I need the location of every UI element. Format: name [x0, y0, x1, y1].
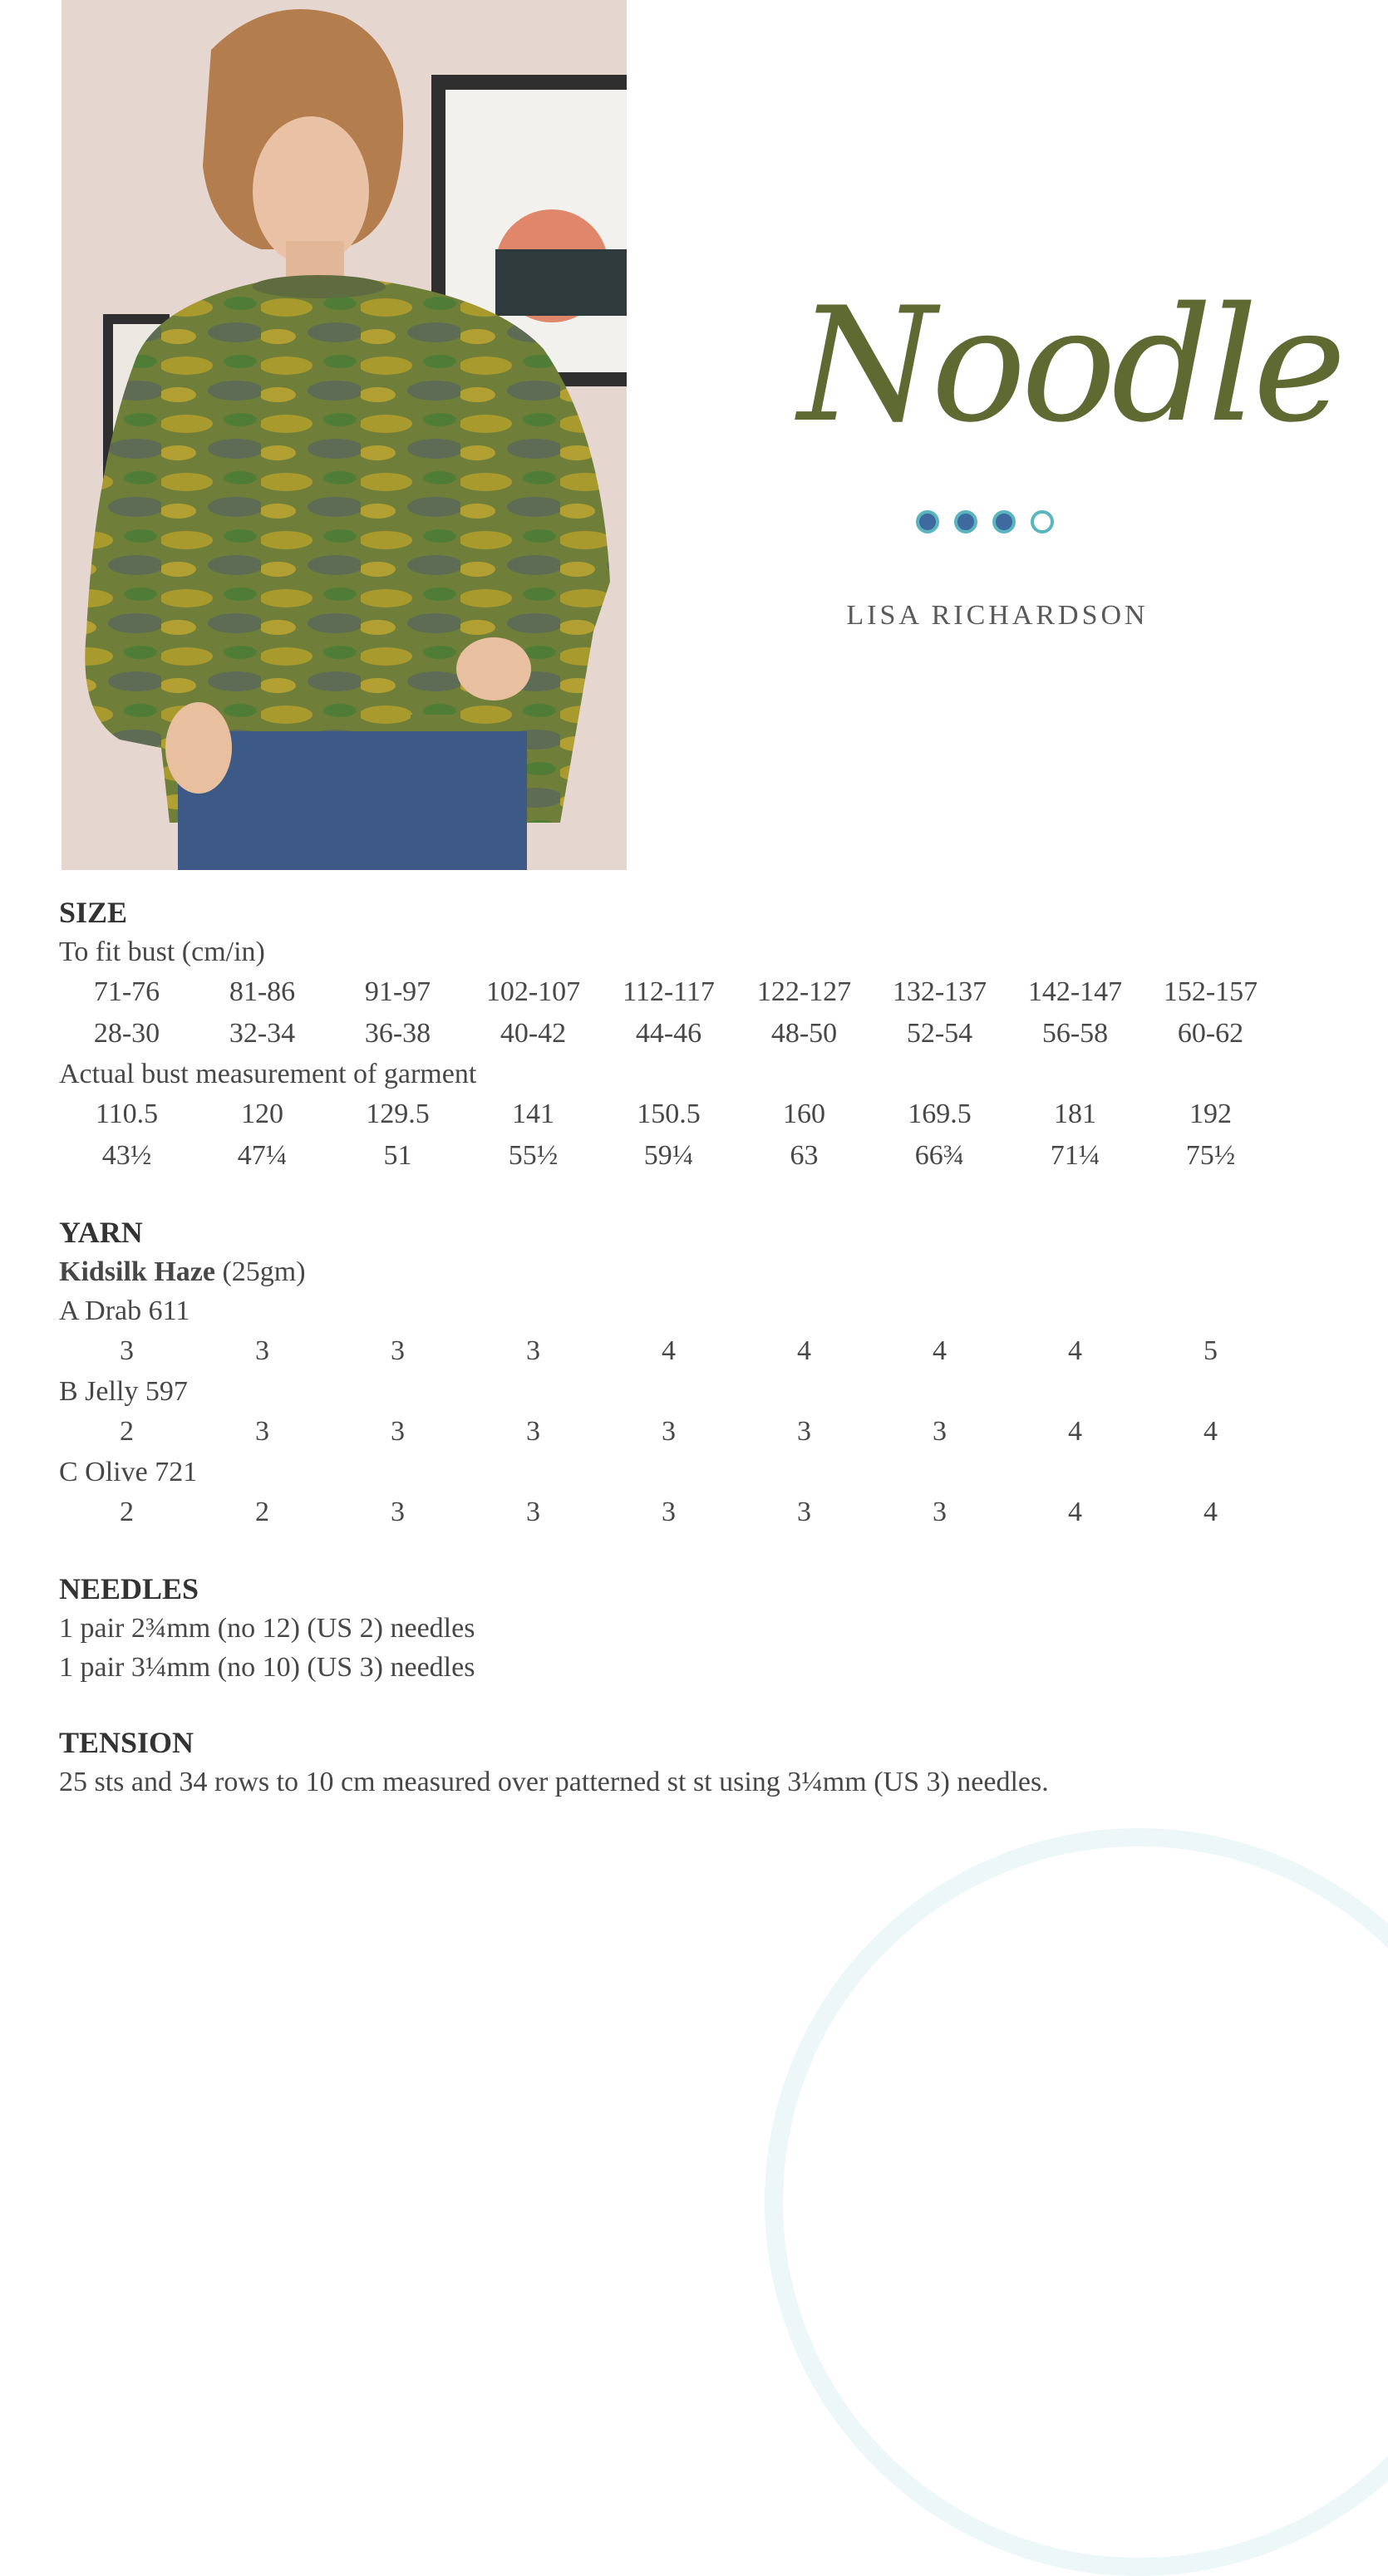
size-value-cell: 3: [662, 1416, 676, 1447]
size-value-cell: 43½: [101, 1140, 152, 1171]
pattern-details: [59, 893, 1322, 1802]
size-value-cell: 4: [1068, 1497, 1082, 1527]
size-value-cell: 181: [1054, 1099, 1096, 1129]
size-value-cell: 160: [783, 1099, 825, 1129]
size-value-cell: 120: [241, 1099, 283, 1129]
size-value-cell: 40-42: [500, 1018, 567, 1049]
size-value-cell: 3: [391, 1497, 405, 1527]
yarn-amount-row: [59, 1330, 1322, 1372]
pattern-title: Noodle: [798, 273, 1341, 457]
size-value-cell: 4: [1203, 1497, 1218, 1527]
size-value-cell: 75½: [1185, 1140, 1236, 1171]
needle-item: 1 pair 3¼mm (no 10) (US 3) needles: [59, 1652, 475, 1683]
size-value-cell: 71-76: [93, 976, 160, 1007]
size-value-cell: 59¼: [643, 1140, 694, 1171]
size-value-cell: 4: [1203, 1416, 1218, 1447]
size-value-cell: 4: [797, 1335, 811, 1366]
size-value-cell: 3: [526, 1416, 540, 1447]
size-value-cell: 3: [391, 1416, 405, 1447]
size-value-cell: 112-117: [623, 976, 715, 1007]
size-value-cell: 3: [255, 1335, 269, 1366]
size-value-cell: 4: [662, 1335, 676, 1366]
size-value-cell: 3: [255, 1416, 269, 1447]
size-value-cell: 63: [790, 1140, 819, 1171]
size-value-cell: 122-127: [756, 976, 852, 1007]
fit-bust-label: To fit bust (cm/in): [59, 937, 265, 967]
size-value-cell: 129.5: [366, 1099, 430, 1129]
size-value-cell: 3: [797, 1497, 811, 1527]
designer-name: LISA RICHARDSON: [846, 600, 1149, 631]
difficulty-rating: [916, 505, 1090, 538]
size-value-cell: 3: [120, 1335, 134, 1366]
size-value-cell: 47¼: [237, 1140, 288, 1171]
size-value-cell: 3: [797, 1416, 811, 1447]
size-value-cell: 32-34: [229, 1018, 296, 1049]
size-heading: SIZE: [59, 896, 128, 929]
actual-bust-label: Actual bust measurement of garment: [59, 1059, 477, 1089]
yarn-colour-label: C Olive 721: [59, 1457, 198, 1487]
size-value-cell: 60-62: [1177, 1018, 1244, 1049]
size-value-cell: 141: [512, 1099, 554, 1129]
yarn-name: Kidsilk Haze: [59, 1256, 215, 1287]
size-value-cell: 3: [526, 1497, 540, 1527]
size-value-cell: 55½: [508, 1140, 559, 1171]
size-value-cell: 132-137: [892, 976, 987, 1007]
difficulty-dot-filled: [992, 510, 1016, 533]
size-value-cell: 5: [1203, 1335, 1218, 1366]
size-value-cell: 81-86: [229, 976, 296, 1007]
size-value-cell: 48-50: [770, 1018, 838, 1049]
size-value-cell: 3: [526, 1335, 540, 1366]
size-value-cell: 4: [933, 1335, 947, 1366]
size-value-cell: 56-58: [1041, 1018, 1109, 1049]
difficulty-dot-empty: [1031, 510, 1054, 533]
yarn-colour-label: A Drab 611: [59, 1295, 190, 1326]
model-wearing-sweater-illustration: [62, 0, 627, 870]
fit-in-row: [59, 1013, 1322, 1054]
actual-cm-row: [59, 1094, 1322, 1135]
needles-heading: NEEDLES: [59, 1572, 199, 1605]
yarn-weight: (25gm): [222, 1256, 306, 1287]
size-value-cell: 169.5: [908, 1099, 972, 1129]
actual-in-row: [59, 1135, 1322, 1177]
yarn-amount-row: [59, 1411, 1322, 1453]
difficulty-dot-filled: [916, 510, 939, 533]
size-value-cell: 28-30: [93, 1018, 160, 1049]
size-value-cell: 2: [255, 1497, 269, 1527]
size-value-cell: 3: [662, 1497, 676, 1527]
difficulty-dot-filled: [954, 510, 977, 533]
size-value-cell: 3: [933, 1416, 947, 1447]
size-value-cell: 3: [933, 1497, 947, 1527]
size-value-cell: 44-46: [635, 1018, 702, 1049]
size-value-cell: 152-157: [1163, 976, 1258, 1007]
size-value-cell: 4: [1068, 1335, 1082, 1366]
size-value-cell: 4: [1068, 1416, 1082, 1447]
size-value-cell: 66¾: [914, 1140, 965, 1171]
size-value-cell: 71¼: [1050, 1140, 1100, 1171]
tension-text: 25 sts and 34 rows to 10 cm measured over patterned st st using 3¼mm (US 3) needles.: [59, 1767, 1049, 1797]
needle-item: 1 pair 2¾mm (no 12) (US 2) needles: [59, 1613, 475, 1644]
size-value-cell: 192: [1189, 1099, 1232, 1129]
spacer: [59, 1533, 1322, 1570]
size-value-cell: 2: [120, 1416, 134, 1447]
yarn-colour-label: B Jelly 597: [59, 1376, 188, 1407]
spacer: [59, 1177, 1322, 1213]
size-value-cell: 110.5: [95, 1099, 159, 1129]
garment-photo: [62, 0, 627, 870]
size-value-cell: 91-97: [364, 976, 431, 1007]
size-value-cell: 51: [383, 1140, 412, 1171]
size-value-cell: 36-38: [364, 1018, 431, 1049]
decorative-swirl: [765, 1828, 1388, 2576]
size-value-cell: 52-54: [906, 1018, 973, 1049]
tension-heading: TENSION: [59, 1726, 194, 1759]
spacer: [59, 1687, 1322, 1723]
size-value-cell: 150.5: [637, 1099, 701, 1129]
size-value-cell: 102-107: [485, 976, 581, 1007]
yarn-heading: YARN: [59, 1216, 143, 1249]
size-value-cell: 142-147: [1027, 976, 1123, 1007]
yarn-amount-row: [59, 1492, 1322, 1533]
size-value-cell: 3: [391, 1335, 405, 1366]
yarn-name-line: [59, 1252, 1322, 1291]
fit-cm-row: [59, 971, 1322, 1013]
size-value-cell: 2: [120, 1497, 134, 1527]
